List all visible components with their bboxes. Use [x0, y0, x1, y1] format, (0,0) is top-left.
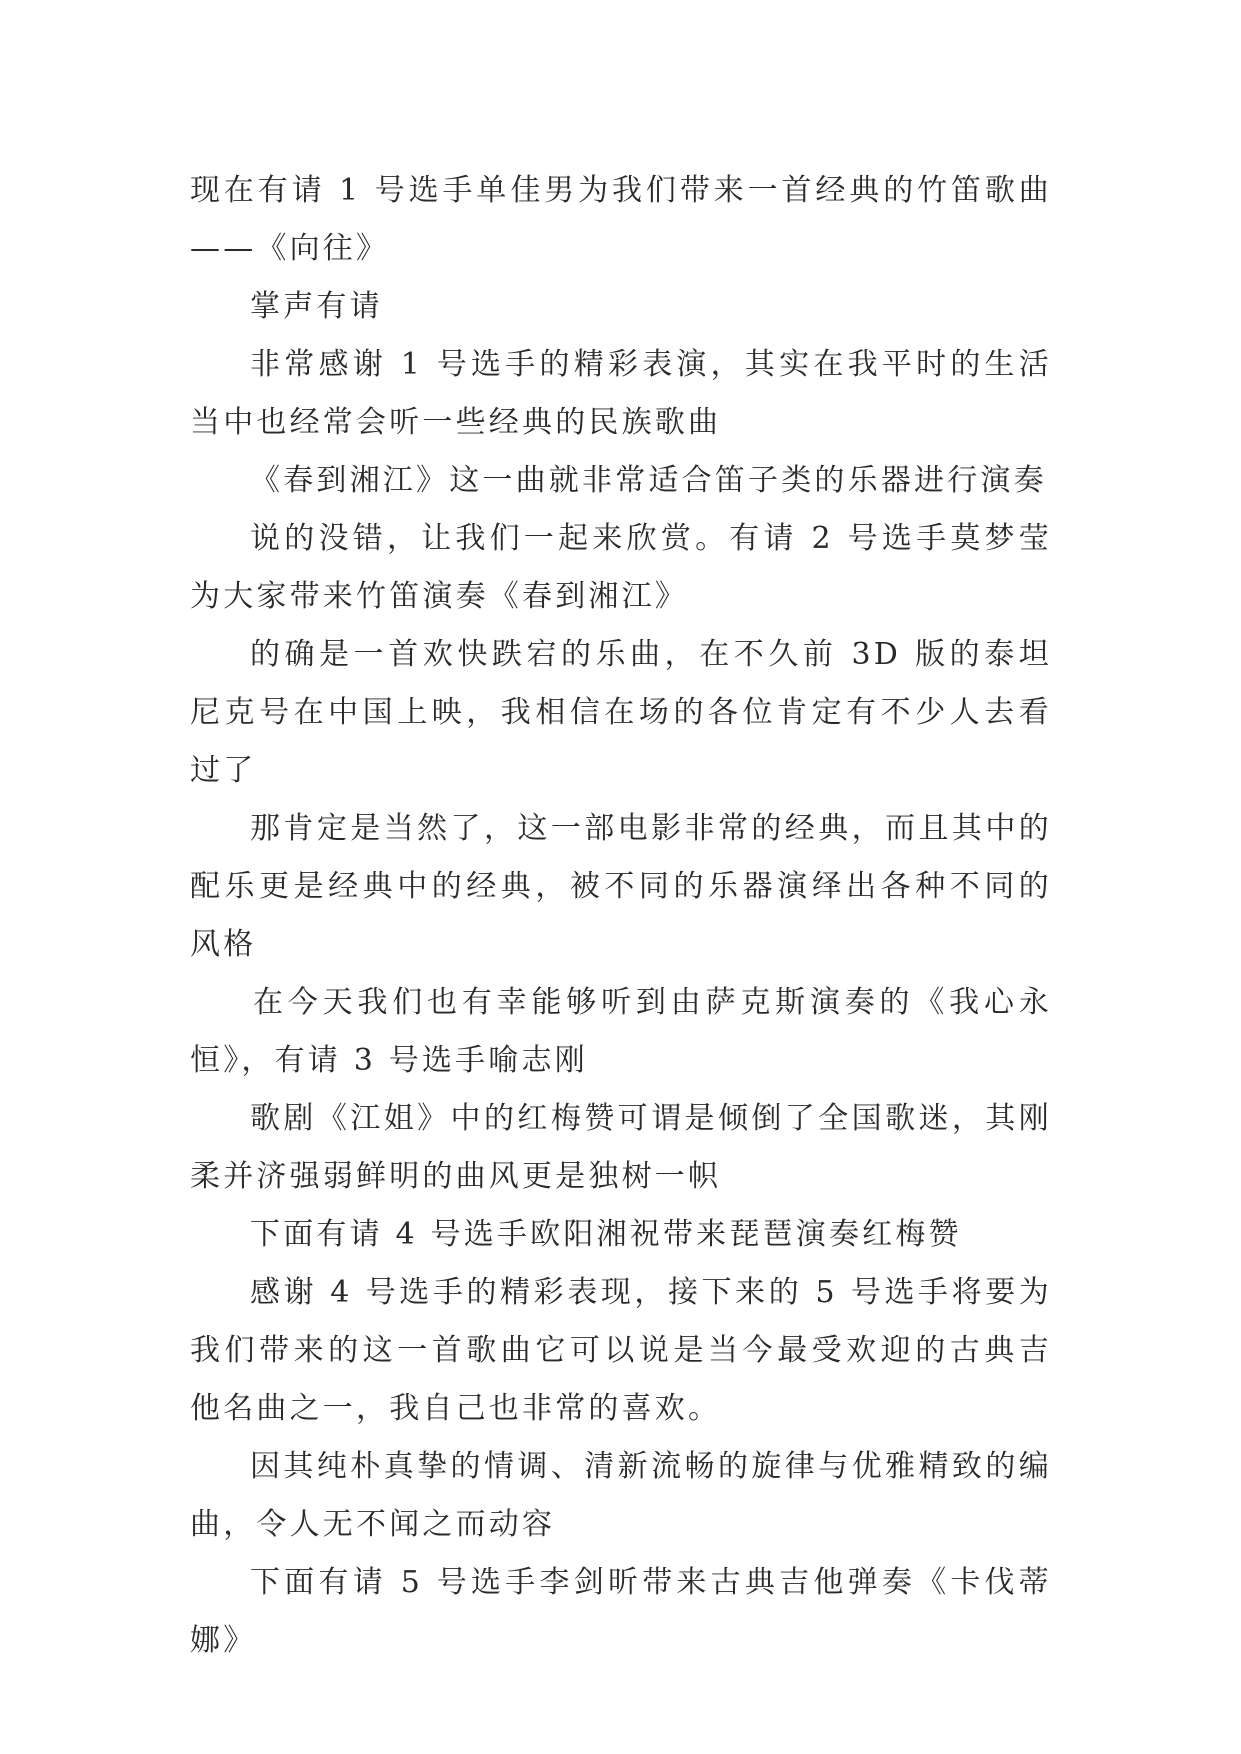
paragraph-11: 感谢 4 号选手的精彩表现，接下来的 5 号选手将要为我们带来的这一首歌曲它可以说是当今最受欢迎的古典吉他名曲之一，我自己也非常的喜欢。: [190, 1275, 1052, 1426]
paragraph-9: 歌剧《江姐》中的红梅赞可谓是倾倒了全国歌迷，其刚柔并济强弱鲜明的曲风更是独树一帜: [190, 1101, 1052, 1194]
paragraph-4: 《春到湘江》这一曲就非常适合笛子类的乐器进行演奏: [250, 463, 1047, 498]
paragraph-13: 下面有请 5 号选手李剑昕带来古典吉他弹奏《卡伐蒂娜》: [190, 1565, 1052, 1658]
paragraph-8: 在今天我们也有幸能够听到由萨克斯演奏的《我心永恒》，有请 3 号选手喻志刚: [190, 985, 1052, 1078]
paragraph-3: 非常感谢 1 号选手的精彩表演，其实在我平时的生活当中也经常会听一些经典的民族歌曲: [190, 347, 1052, 440]
paragraph-1: 现在有请 1 号选手单佳男为我们带来一首经典的竹笛歌曲——《向往》: [190, 173, 1052, 266]
document-body: [190, 162, 1052, 1670]
paragraph-6: 的确是一首欢快跌宕的乐曲，在不久前 3D 版的泰坦尼克号在中国上映，我相信在场的各位肯定有不少人去看过了: [190, 637, 1052, 788]
paragraph-12: 因其纯朴真挚的情调、清新流畅的旋律与优雅精致的编曲，令人无不闻之而动容: [190, 1449, 1052, 1542]
paragraph-10: 下面有请 4 号选手欧阳湘祝带来琵琶演奏红梅赞: [250, 1217, 962, 1252]
paragraph-2: 掌声有请: [250, 289, 383, 324]
paragraph-5: 说的没错，让我们一起来欣赏。有请 2 号选手莫梦莹为大家带来竹笛演奏《春到湘江》: [190, 521, 1052, 614]
paragraph-7: 那肯定是当然了，这一部电影非常的经典，而且其中的配乐更是经典中的经典，被不同的乐器演绎出各种不同的风格: [190, 811, 1052, 962]
